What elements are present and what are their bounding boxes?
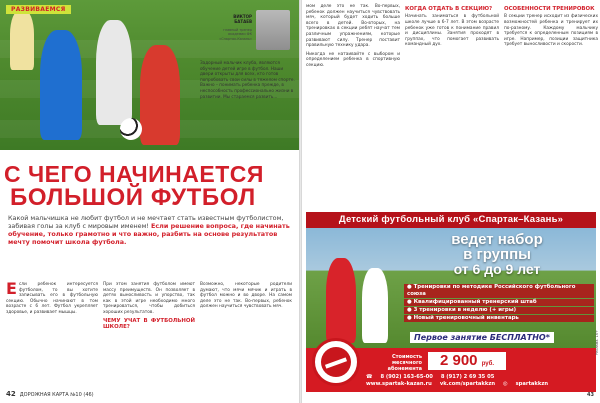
headline <box>4 162 300 210</box>
ad-head-2: в группы <box>463 246 531 263</box>
price-box <box>428 352 506 370</box>
kid-figure <box>96 20 132 125</box>
lead-paragraph <box>8 214 300 246</box>
lead-text: Какой мальчишка не любит футбол и не мечтает стать известным футболистом, забивая голы за клуб с мировым именем! <box>8 214 284 230</box>
right-page <box>302 0 600 403</box>
body-column <box>405 4 499 212</box>
headline-line2: БОЛЬШОЙ ФУТБОЛ <box>10 184 256 211</box>
instagram-icon: ◎ <box>503 381 508 387</box>
author-photo <box>256 10 290 50</box>
phone-icon: ☎ <box>366 374 373 380</box>
kid-figure <box>362 268 388 343</box>
body-columns-right <box>306 4 598 212</box>
price-unit: руб. <box>481 361 494 367</box>
magazine-name: ДОРОЖНАЯ КАРТА №10 (46) <box>19 392 94 398</box>
ad-features-list <box>404 284 594 323</box>
ad-head-3: от 6 до 9 лет <box>453 261 541 277</box>
ad-headline <box>402 232 592 277</box>
drop-cap: Е <box>6 279 17 298</box>
page-number-right: 43 <box>587 392 594 398</box>
right-col1-text: мом деле это не так. Во-первых, ребенок должен научиться чувствовать мяч, который будет ходить больше всего в детей. Во-вторых, на тренировках в секции ребят научат тем различным упражнениям, которые развивают силу. Тренер поставит правильную технику удара. <box>306 4 400 49</box>
body-column <box>306 4 400 212</box>
body-column <box>6 279 98 382</box>
ad-feature: ● Тренировки по методике Российского футбольного союза <box>404 284 594 298</box>
kid-figure <box>10 10 34 70</box>
footer-right <box>587 392 594 398</box>
body-column <box>200 282 292 382</box>
author-role: главный тренер академии ФК «Спартак-Казань» <box>219 28 252 41</box>
ad-feature: ● 3 тренировки в неделю (+ игры) <box>404 307 594 314</box>
ad-feature: ● Новый тренировочный инвентарь <box>404 315 594 322</box>
subhead-training: ОСОБЕННОСТИ ТРЕНИРОВОК <box>504 6 595 12</box>
phone-2[interactable]: 8 (917) 2 69 35 05 <box>440 374 495 380</box>
kid-figure <box>140 45 180 145</box>
lead-highlight: Если решение вопроса, где начинать обучение, только грамотно и что важно, разбить на основе результатов мечту помочит школа футбола. <box>8 222 290 246</box>
right-col2-text: Начинать заниматься в футбольной школе лучше в 6-7 лет. В этом возрасте ребенок уже готов к понимание правил и дисциплины. Занятия проходят в группах, что помогает развивать командный дух. <box>405 14 499 48</box>
subhead-when: КОГДА ОТДАТЬ В СЕКЦИЮ? <box>405 6 493 12</box>
intro-text: Задорный мальчик клуба, являются обучение детей игре в футбол. Наши двери открыты для всех, кто готов попробовать свои силы в тяжелом спорте. Важно – понимать ребенка прежде, в неспособность профессионально жизни в развитии. Мы стараемся развить... <box>200 60 295 99</box>
ad-free-lesson: Первое занятие БЕСПЛАТНО* <box>410 332 554 343</box>
section-tag: РАЗВИВАЕМСЯ <box>6 5 71 14</box>
headline-line1: С ЧЕГО НАЧИНАЕТСЯ <box>4 161 264 187</box>
kid-figure <box>326 258 356 343</box>
price-label: Стоимость месячного абонемента <box>387 354 422 372</box>
insta-link[interactable]: spartakkzn <box>515 381 549 387</box>
body-col3-text: Возможно, некоторые родители думают, что мячи мячик и играть в футбол можно и во дворе. На самом деле это не так. Во-первых, ребенок должен научиться чувствовать мяч. <box>200 282 292 310</box>
body-col2-text: При этом занятия футболом имеют массу преимуществ. Он позволяет в детях выносливость и упорство, так как в этой игре необходимо много тренироваться, чтобы добиться хороших результатов. <box>103 282 195 315</box>
ad-title: Детский футбольный клуб «Спартак–Казань» <box>306 212 596 228</box>
body-col1-text: сли ребенок интересуется футболом, то вы хотите записывать его в футбольную секцию. Обычно начинают в том возрасте с 6 лет. Футбол укрепляет здоровье, и развивает мышцы. <box>6 282 98 315</box>
ad-disclaimer: Реклама. 16+ <box>595 330 599 356</box>
price-value: 2 900 <box>439 352 478 369</box>
right-col3-text: В секции тренер исходит из физических возможностей ребенка и тренирует их по-разному. Каждому мальчику требуется к определенным позициям в игре. Например, позиции защитника требует выносливости и скорости. <box>504 14 598 48</box>
right-col1-more: Никогда не натаивайте с выбором и определением ребенка в спортивную секцию. <box>306 51 400 68</box>
page-number-left: 42 <box>6 390 16 398</box>
ad-contacts <box>366 374 594 388</box>
body-column <box>504 4 598 212</box>
author-box <box>212 8 296 56</box>
ball-icon <box>120 118 142 140</box>
body-column <box>103 282 195 382</box>
site-link[interactable]: www.spartak-kazan.ru <box>366 381 432 387</box>
club-advertisement <box>306 212 596 392</box>
body-columns-left <box>6 279 296 382</box>
spartak-logo-icon <box>312 338 360 386</box>
author-name: ВИКТОР БАТАЕВ <box>233 14 252 24</box>
kid-figure <box>40 30 82 140</box>
phone-1[interactable]: 8 (902) 163-65-00 <box>380 374 433 380</box>
subhead-school: ЧЕМУ УЧАТ В ФУТБОЛЬНОЙ ШКОЛЕ? <box>103 317 195 330</box>
footer-left <box>6 390 94 398</box>
vk-link[interactable]: vk.com/spartakkzn <box>439 381 496 387</box>
ad-feature: ● Квалифицированный тренерский штаб <box>404 299 594 306</box>
ad-head-1: ведет набор <box>451 231 543 248</box>
